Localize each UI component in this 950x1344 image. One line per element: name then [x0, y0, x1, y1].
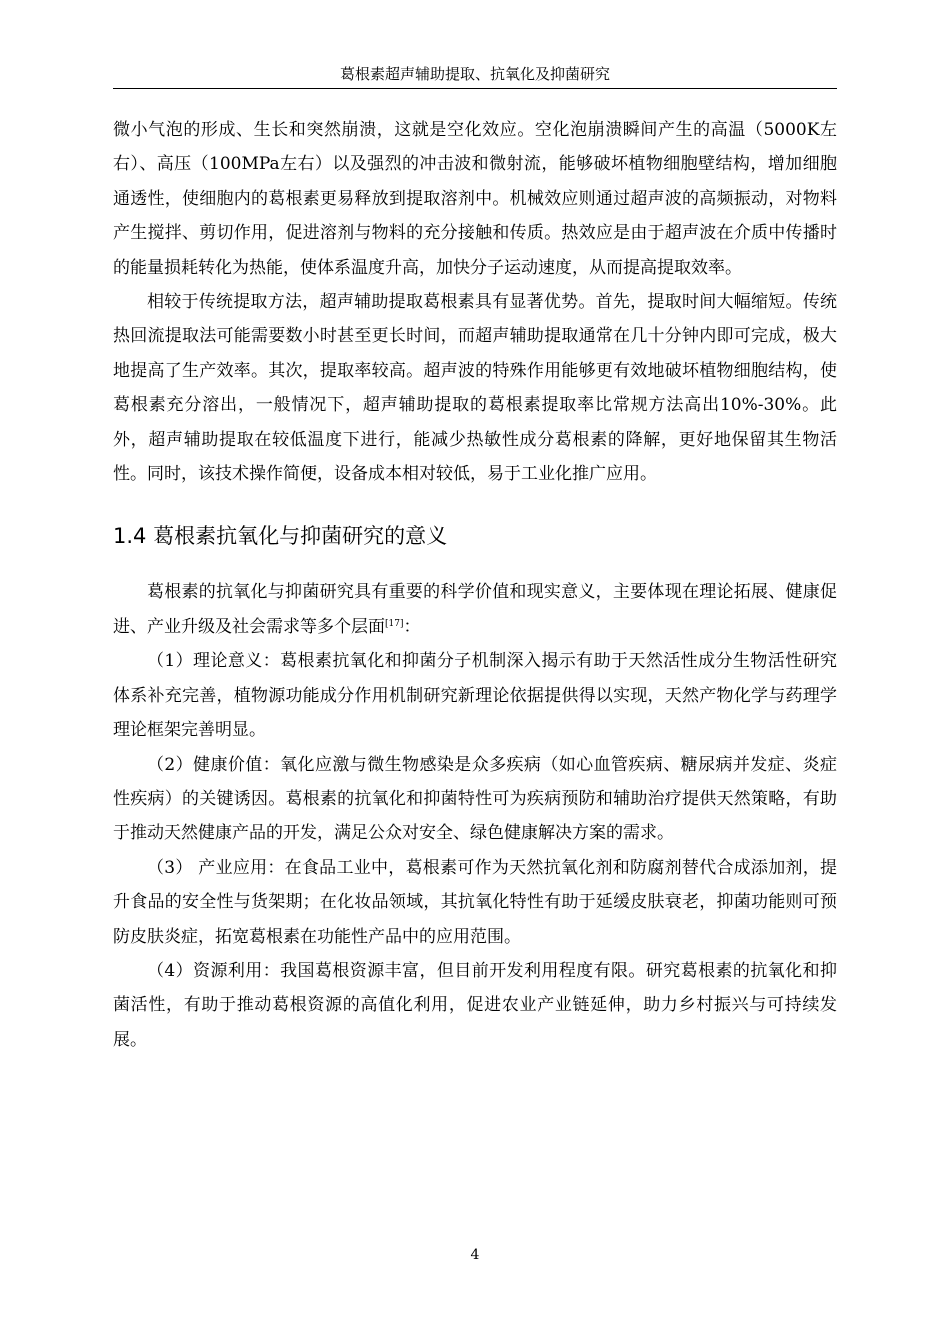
paragraph-health: （2）健康价值：氧化应激与微生物感染是众多疾病（如心血管疾病、糖尿病并发症、炎症性疾病）的关键诱因。葛根素的抗氧化和抑菌特性可为疾病预防和辅助治疗提供天然策略，有助于推动天然健康产品的开发，满足公众对安全、绿色健康解决方案的需求。 [113, 754, 837, 844]
paragraph-advantages: 相较于传统提取方法，超声辅助提取葛根素具有显著优势。首先，提取时间大幅缩短。传统热回流提取法可能需要数小时甚至更长时间，而超声辅助提取通常在几十分钟内即可完成，极大地提高了生产效率。其次，提取率较高。超声波的特殊作用能够更有效地破坏植物细胞结构，使葛根素充分溶出，一般情况下，超声辅助提取的葛根素提取率比常规方法高出10%-30%。此外，超声辅助提取在较低温度下进行，能减少热敏性成分葛根素的降解，更好地保留其生物活性。同时，该技术操作简便，设备成本相对较低，易于工业化推广应用。 [113, 292, 837, 485]
significance-colon: ： [403, 616, 421, 637]
paragraph-resources: （4）资源利用：我国葛根资源丰富，但目前开发利用程度有限。研究葛根素的抗氧化和抑菌活性，有助于推动葛根资源的高值化利用，促进农业产业链延伸，助力乡村振兴与可持续发展。 [113, 960, 837, 1050]
header-title: 葛根素超声辅助提取、抗氧化及抑菌研究 [339, 65, 610, 83]
paragraph-theory: （1）理论意义：葛根素抗氧化和抑菌分子机制深入揭示有助于天然活性成分生物活性研究体系补充完善，植物源功能成分作用机制研究新理论依据提供得以实现，天然产物化学与药理学理论框架完善明显。 [113, 651, 837, 741]
section-heading: 1.4 葛根素抗氧化与抑菌研究的意义 [113, 524, 448, 549]
paragraph-industry: （3） 产业应用：在食品工业中，葛根素可作为天然抗氧化剂和防腐剂替代合成添加剂，提升食品的安全性与货架期；在化妆品领域，其抗氧化特性有助于延缓皮肤衰老，抑菌功能则可预防皮肤炎症，拓宽葛根素在功能性产品中的应用范围。 [113, 857, 837, 947]
paragraph-significance [113, 575, 837, 644]
paragraph-cavitation: 微小气泡的形成、生长和突然崩溃，这就是空化效应。空化泡崩溃瞬间产生的高温（5000K左右）、高压（100MPa左右）以及强烈的冲击波和微射流，能够破坏植物细胞壁结构，增加细胞通透性，使细胞内的葛根素更易释放到提取溶剂中。机械效应则通过超声波的高频振动，对物料产生搅拌、剪切作用，促进溶剂与物料的充分接触和传质。热效应是由于超声波在介质中传播时的能量损耗转化为热能，使体系温度升高，加快分子运动速度，从而提高提取效率。 [113, 120, 837, 278]
page-number: 4 [470, 1247, 480, 1263]
page-content [113, 113, 837, 1057]
citation-ref: [17] [385, 618, 404, 629]
page-header [113, 62, 837, 89]
significance-text: 葛根素的抗氧化与抑菌研究具有重要的科学价值和现实意义，主要体现在理论拓展、健康促进、产业升级及社会需求等多个层面 [113, 582, 837, 637]
